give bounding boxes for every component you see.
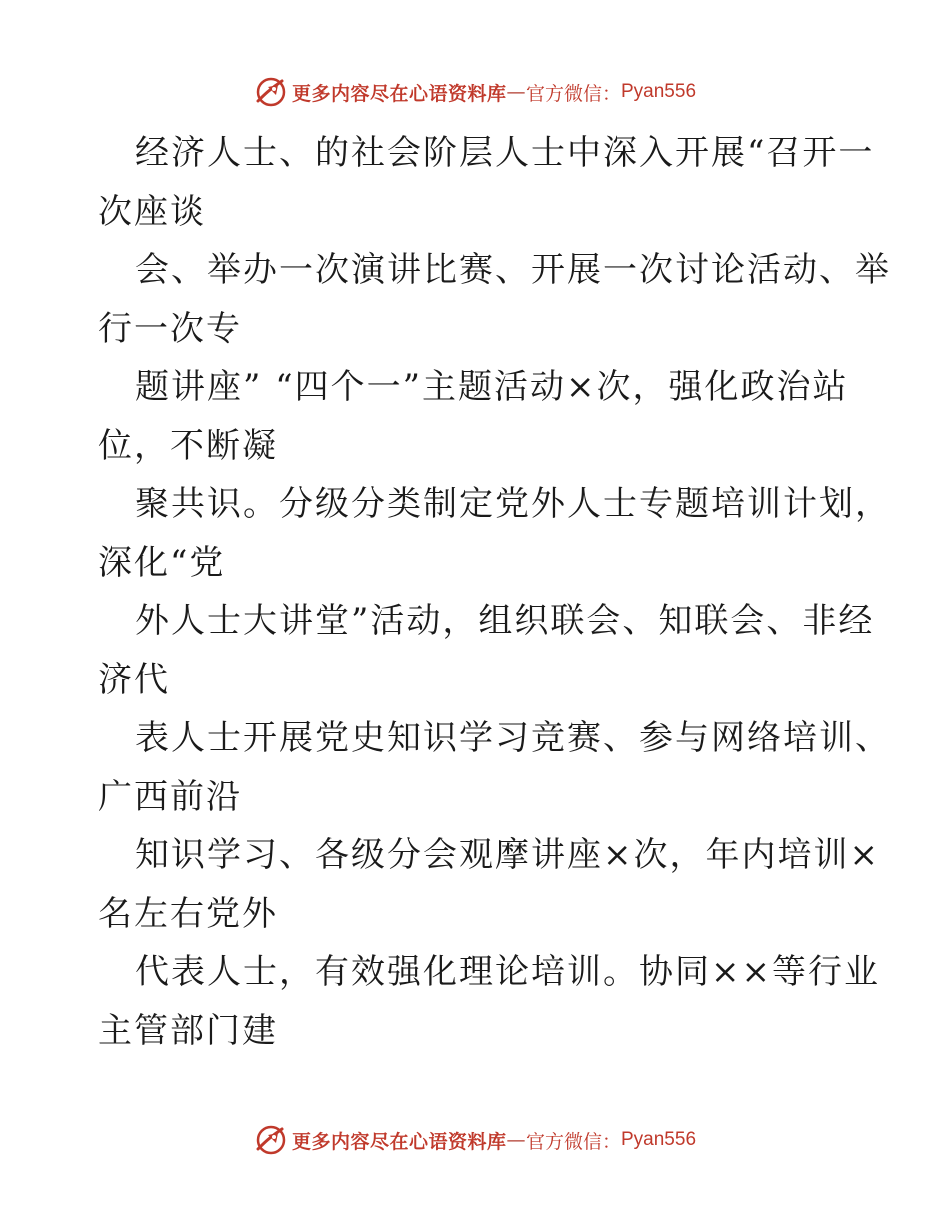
- body-line: 代表人士，有效强化理论培训。协同××等行业: [135, 952, 880, 992]
- body-line: 广西前沿: [98, 776, 242, 817]
- body-line: 济代: [98, 659, 170, 700]
- footer-watermark: [0, 1120, 950, 1160]
- watermark-site-text: 更多内容尽在心语资料库: [291, 82, 507, 105]
- body-line: 表人士开展党史知识学习竞赛、参与网络培训、: [135, 718, 891, 758]
- pen-nib-logo-icon: [254, 75, 288, 109]
- header-watermark: [0, 72, 950, 112]
- body-line: 深化“党: [98, 542, 226, 583]
- body-line: 外人士大讲堂”活动，组织联会、知联会、非经: [135, 601, 875, 641]
- document-body: [98, 124, 891, 1060]
- body-line: 位，不断凝: [98, 425, 278, 466]
- body-line: 会、举办一次演讲比赛、开展一次讨论活动、举: [135, 250, 891, 290]
- body-line: 次座谈: [98, 191, 206, 232]
- body-line: 聚共识。分级分类制定党外人士专题培训计划，: [135, 484, 891, 524]
- body-line: 名左右党外: [98, 893, 278, 934]
- watermark-wechat-id: Pyan556: [621, 81, 697, 102]
- body-line: 主管部门建: [98, 1010, 278, 1051]
- body-line: 经济人士、的社会阶层人士中深入开展“召开一: [135, 133, 875, 173]
- body-line: 行一次专: [98, 308, 242, 349]
- watermark-wechat-id: Pyan556: [621, 1129, 697, 1150]
- watermark-dash: —: [506, 81, 526, 103]
- pen-nib-logo-icon: [254, 1123, 288, 1157]
- body-line: 知识学习、各级分会观摩讲座×次，年内培训×: [135, 835, 880, 875]
- watermark-wechat-label: 官方微信：: [525, 82, 621, 105]
- watermark-wechat-label: 官方微信：: [525, 1130, 621, 1153]
- watermark-site-text: 更多内容尽在心语资料库: [291, 1130, 507, 1153]
- body-line: 题讲座” “四个一”主题活动×次，强化政治站: [135, 367, 849, 407]
- watermark-dash: —: [506, 1129, 526, 1151]
